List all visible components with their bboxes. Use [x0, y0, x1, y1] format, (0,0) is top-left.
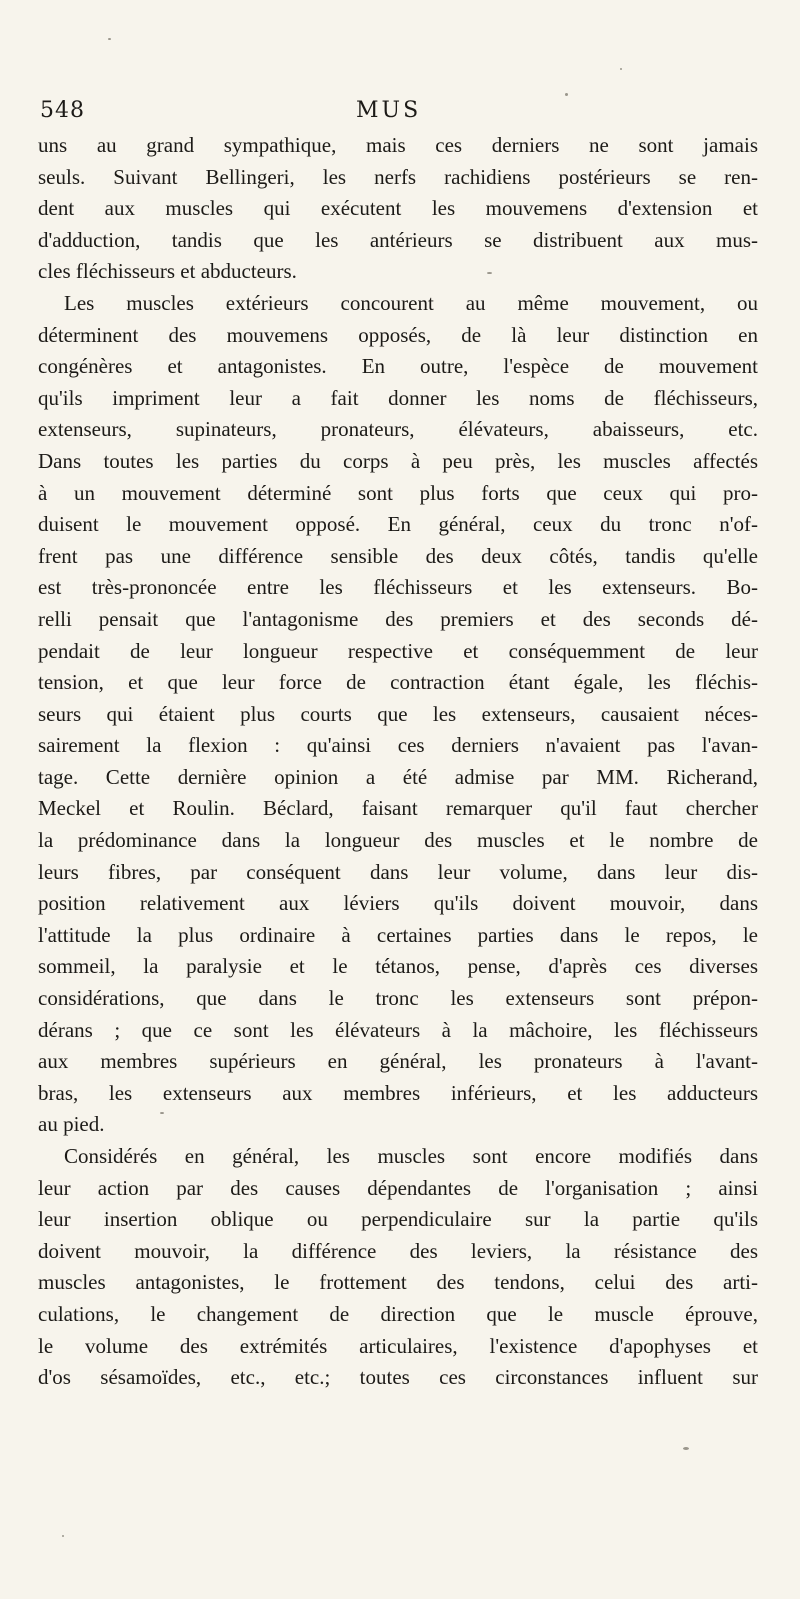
text-line: position relativement aux léviers qu'ils doivent mouvoir, dans — [38, 891, 758, 916]
text-line: tension, et que leur force de contraction étant égale, les fléchis- — [38, 670, 758, 695]
text-line: duisent le mouvement opposé. En général, ceux du tronc n'of- — [38, 512, 758, 537]
page-number: 548 — [40, 98, 85, 123]
text-line: extenseurs, supinateurs, pronateurs, élévateurs, abaisseurs, etc. — [38, 417, 758, 442]
text-line: Considérés en général, les muscles sont encore modifiés dans — [64, 1144, 758, 1168]
text-line: sommeil, la paralysie et le tétanos, pense, d'après ces diverses — [38, 954, 758, 979]
text-line: d'os sésamoïdes, etc., etc.; toutes ces circonstances influent sur — [38, 1365, 758, 1390]
text-line: le volume des extrémités articulaires, l'existence d'apophyses et — [38, 1333, 758, 1358]
text-line: seurs qui étaient plus courts que les extenseurs, causaient néces- — [38, 701, 758, 726]
text-line: l'attitude la plus ordinaire à certaines parties dans le repos, le — [38, 922, 758, 947]
paragraph-3 — [38, 1141, 758, 1394]
text-line: Les muscles extérieurs concourent au même mouvement, ou — [64, 290, 758, 315]
text-line: aux membres supérieurs en général, les pronateurs à l'avant- — [38, 1049, 758, 1074]
text-line: sairement la flexion : qu'ainsi ces derniers n'avaient pas l'avan- — [38, 733, 758, 758]
text-line: au pied. — [38, 1112, 105, 1137]
text-line: doivent mouvoir, la différence des leviers, la résistance des — [38, 1238, 758, 1263]
text-line: leur action par des causes dépendantes de l'organisation ; ainsi — [38, 1175, 758, 1200]
text-line: est très-prononcée entre les fléchisseurs et les extenseurs. Bo- — [38, 575, 758, 600]
text-line: à un mouvement déterminé sont plus forts que ceux qui pro- — [38, 480, 758, 505]
paragraph-2 — [38, 288, 758, 1141]
text-line: congénères et antagonistes. En outre, l'espèce de mouvement — [38, 354, 758, 379]
text-line: leur insertion oblique ou perpendiculaire sur la partie qu'ils — [38, 1207, 758, 1232]
text-line: dent aux muscles qui exécutent les mouvemens d'extension et — [38, 196, 758, 221]
text-line: Dans toutes les parties du corps à peu près, les muscles affectés — [38, 448, 758, 473]
text-line: dérans ; que ce sont les élévateurs à la mâchoire, les fléchisseurs — [38, 1017, 758, 1042]
book-page — [38, 98, 758, 1394]
page-header — [38, 98, 758, 130]
text-line: relli pensait que l'antagonisme des premiers et des seconds dé- — [38, 606, 758, 631]
text-line: déterminent des mouvemens opposés, de là leur distinction en — [38, 322, 758, 347]
text-line: leurs fibres, par conséquent dans leur volume, dans leur dis- — [38, 859, 758, 884]
text-line: frent pas une différence sensible des deux côtés, tandis qu'elle — [38, 543, 758, 568]
text-line: considérations, que dans le tronc les extenseurs sont prépon- — [38, 986, 758, 1011]
text-line: pendait de leur longueur respective et conséquemment de leur — [38, 638, 758, 663]
text-line: Meckel et Roulin. Béclard, faisant remarquer qu'il faut chercher — [38, 796, 758, 821]
text-line: muscles antagonistes, le frottement des tendons, celui des arti- — [38, 1270, 758, 1295]
text-line: uns au grand sympathique, mais ces derniers ne sont jamais — [38, 133, 758, 157]
text-line: qu'ils impriment leur a fait donner les noms de fléchisseurs, — [38, 385, 758, 410]
paragraph-1 — [38, 130, 758, 288]
text-line: tage. Cette dernière opinion a été admise par MM. Richerand, — [38, 764, 758, 789]
text-line: culations, le changement de direction que le muscle éprouve, — [38, 1301, 758, 1326]
text-line: la prédominance dans la longueur des muscles et le nombre de — [38, 828, 758, 853]
text-line: d'adduction, tandis que les antérieurs se distribuent aux mus- — [38, 227, 758, 252]
body-text — [38, 130, 758, 1394]
text-line: seuls. Suivant Bellingeri, les nerfs rachidiens postérieurs se ren- — [38, 164, 758, 189]
running-head: MUS — [356, 98, 422, 123]
text-line: cles fléchisseurs et abducteurs. — [38, 259, 297, 284]
text-line: bras, les extenseurs aux membres inférieurs, et les adducteurs — [38, 1080, 758, 1105]
